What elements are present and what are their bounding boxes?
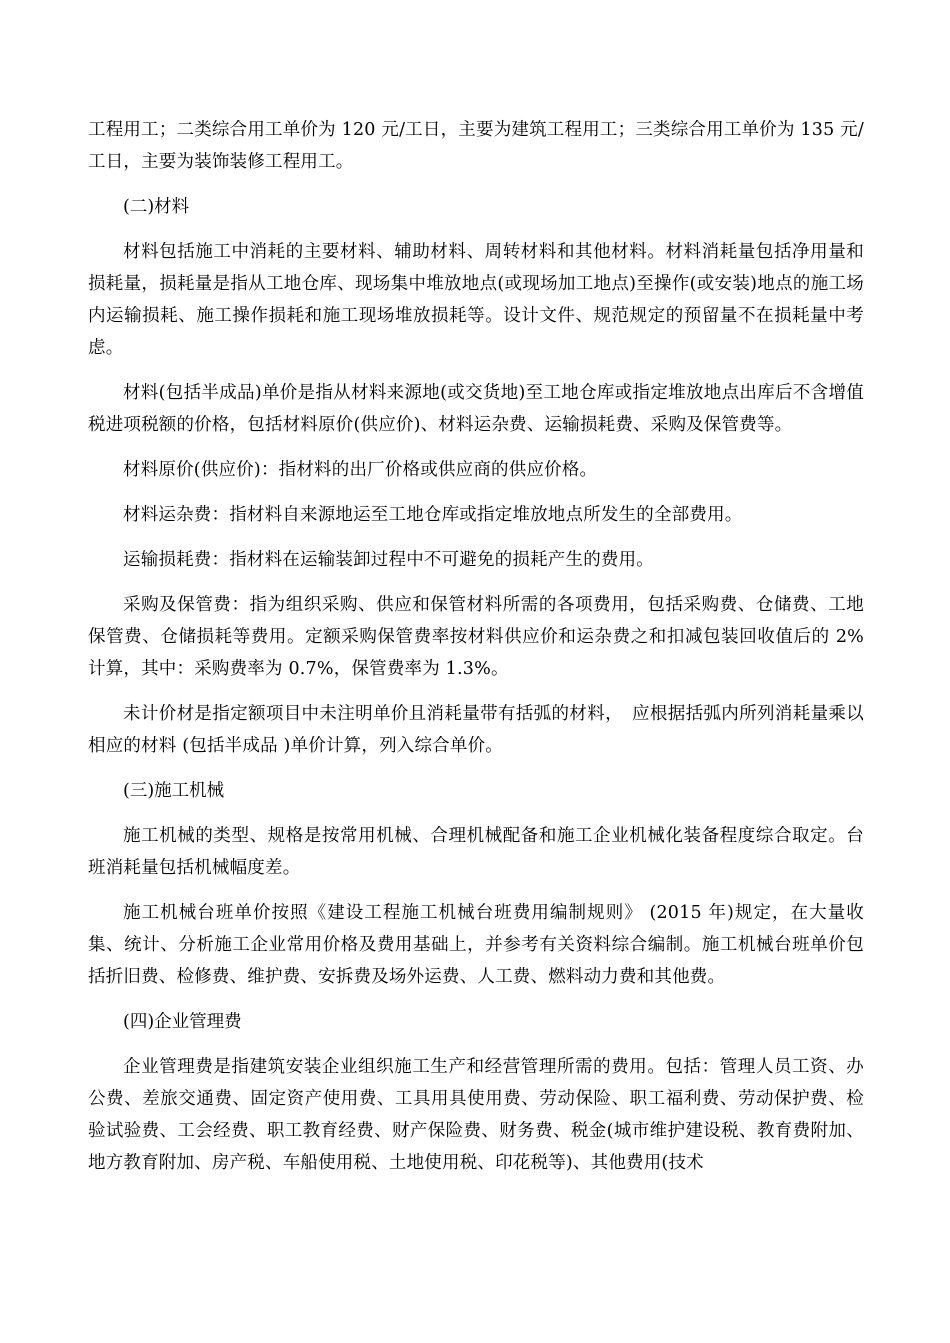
paragraph-machinery-types: 施工机械的类型、规格是按常用机械、合理机械配备和施工企业机械化装备程度综合取定。台班消耗量包括机械幅度差。 [88,826,864,878]
paragraph-materials-unit-price: 材料(包括半成品)单价是指从材料来源地(或交货地)至工地仓库或指定堆放地点出库后不含增值税进项税额的价格，包括材料原价(供应价)、材料运杂费、运输损耗费、采购及保管费等。 [88,383,864,435]
paragraph-management-fee-contents: 企业管理费是指建筑安装企业组织施工生产和经营管理所需的费用。包括：管理人员工资、办公费、差旅交通费、固定资产使用费、工具用具使用费、劳动保险、职工福利费、劳动保护费、检验试验费、工会经费、职工教育经费、财产保险费、财务费、税金(城市维护建设税、教育费附加、地方教育附加、房产税、车船使用税、土地使用税、印花税等)、其他费用(技术 [88,1057,864,1173]
paragraph-unpriced-materials: 未计价材是指定额项目中未注明单价且消耗量带有括弧的材料， 应根据括弧内所列消耗量乘以相应的材料 (包括半成品 )单价计算，列入综合单价。 [88,704,864,756]
paragraph-transport-loss-fee: 运输损耗费：指材料在运输装卸过程中不可避免的损耗产生的费用。 [123,550,654,570]
document-page [88,114,864,1179]
paragraph-materials-transport-fee: 材料运杂费：指材料自来源地运至工地仓库或指定堆放地点所发生的全部费用。 [123,505,743,525]
heading-materials: (二)材料 [123,197,190,217]
paragraph-labor-continued: 工程用工；二类综合用工单价为 120 元/工日，主要为建筑工程用工；三类综合用工单价为 135 元/工日，主要为装饰装修工程用工。 [88,120,864,172]
paragraph-materials-scope: 材料包括施工中消耗的主要材料、辅助材料、周转材料和其他材料。材料消耗量包括净用量和损耗量，损耗量是指从工地仓库、现场集中堆放地点(或现场加工地点)至操作(或安装)地点的施工场内运输损耗、施工操作损耗和施工现场堆放损耗等。设计文件、规范规定的预留量不在损耗量中考虑。 [88,242,864,358]
heading-construction-machinery: (三)施工机械 [123,781,225,801]
heading-enterprise-management-fee: (四)企业管理费 [123,1012,242,1032]
paragraph-machinery-shift-price: 施工机械台班单价按照《建设工程施工机械台班费用编制规则》 (2015 年)规定，在大量收集、统计、分析施工企业常用价格及费用基础上，并参考有关资料综合编制。施工机械台班单价包括折旧费、检修费、维护费、安拆费及场外运费、人工费、燃料动力费和其他费。 [88,903,864,987]
paragraph-procurement-storage-fee: 采购及保管费：指为组织采购、供应和保管材料所需的各项费用，包括采购费、仓储费、工地保管费、仓储损耗等费用。定额采购保管费率按材料供应价和运杂费之和扣减包装回收值后的 2%计算，其中：采购费率为 0.7%，保管费率为 1.3%。 [88,595,864,679]
paragraph-materials-original-price: 材料原价(供应价)：指材料的出厂价格或供应商的供应价格。 [123,460,598,480]
